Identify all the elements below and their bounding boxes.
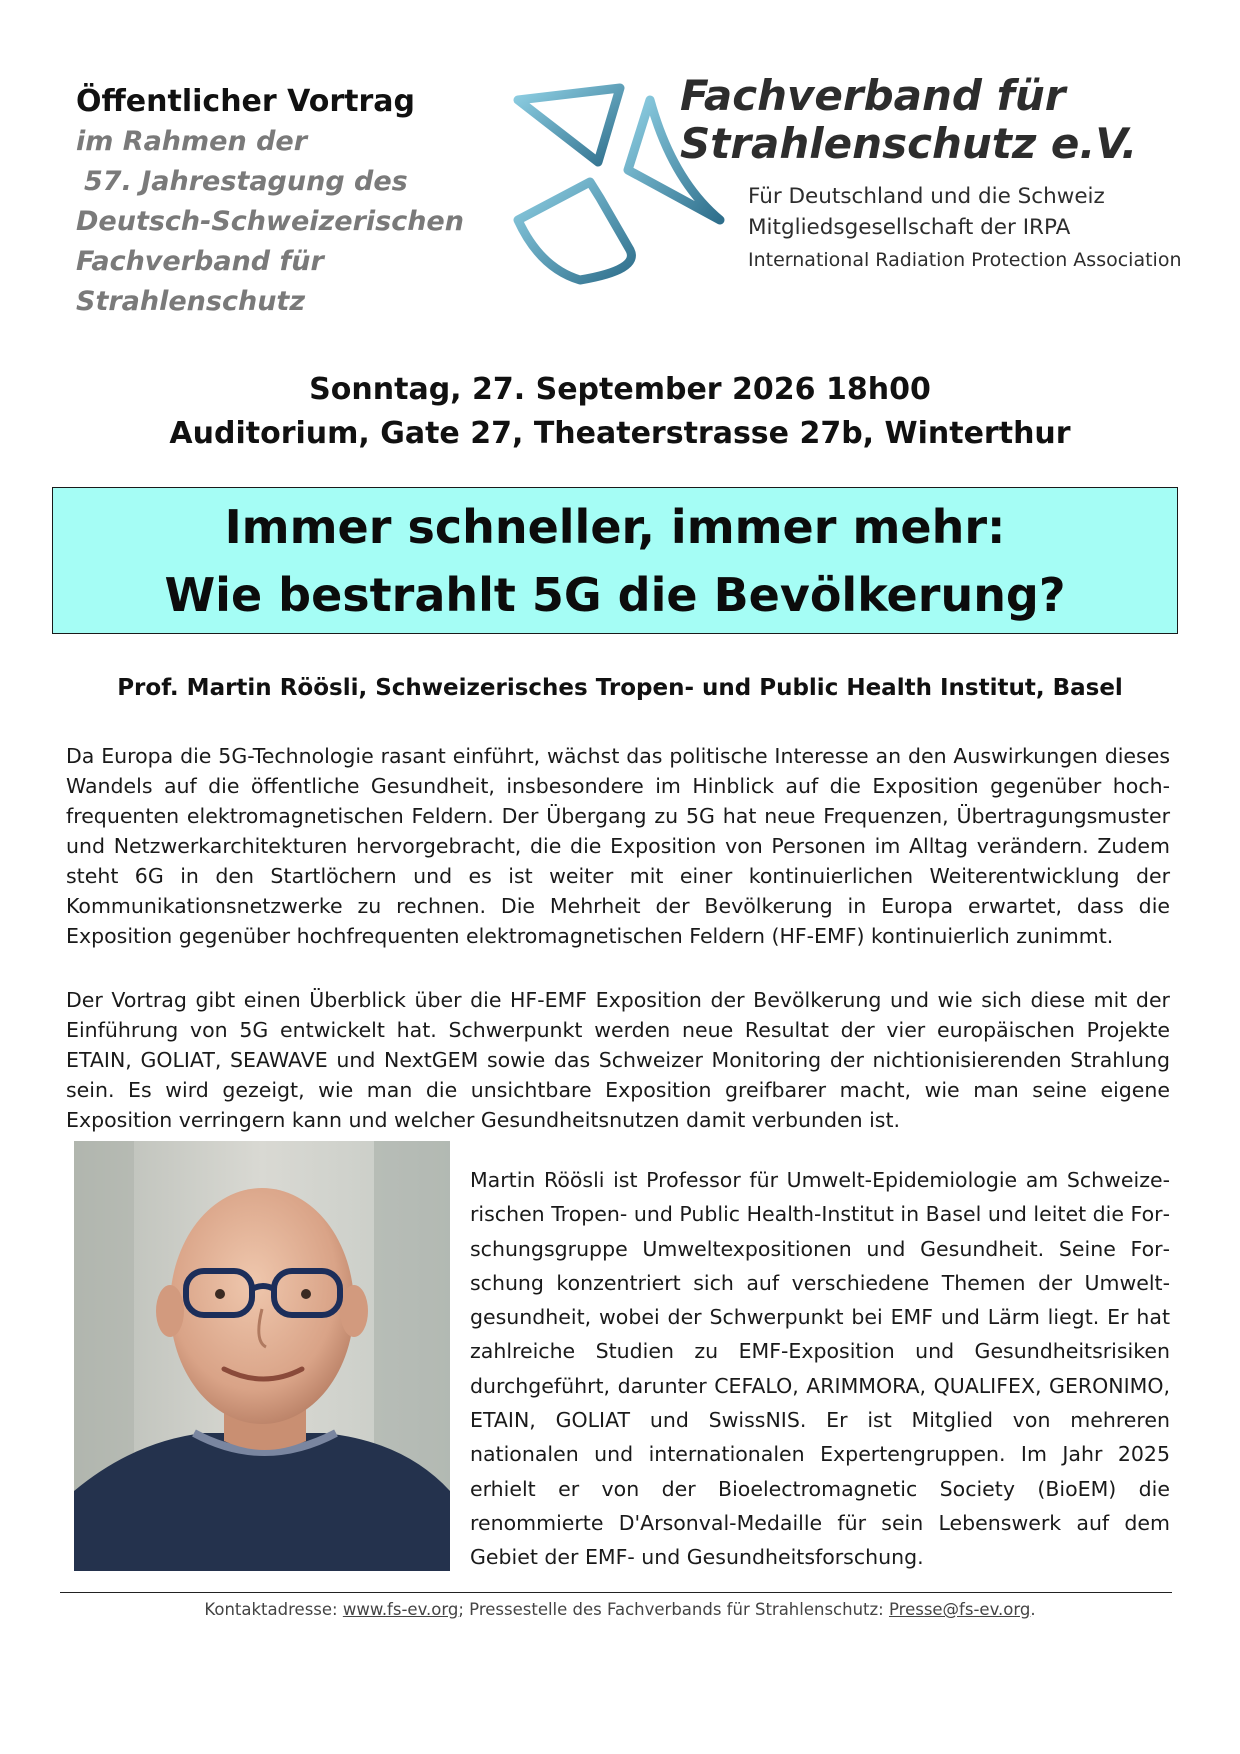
talk-title-line-2: Wie bestrahlt 5G die Bevölkerung? xyxy=(164,567,1066,622)
email-link[interactable]: Presse@fs-ev.org xyxy=(888,1600,1031,1619)
logo-tagline-1: Für Deutschland und die Schweiz xyxy=(748,184,1105,209)
intro-line: 57. Jahrestagung des xyxy=(84,166,408,197)
speaker-photo xyxy=(74,1141,450,1571)
website-link[interactable]: www.fs-ev.org xyxy=(342,1600,459,1619)
footer-contact xyxy=(0,1597,1240,1623)
logo-wordmark xyxy=(680,72,1200,168)
intro-title: Öffentlicher Vortrag xyxy=(76,84,415,119)
abstract-paragraph-1: Da Europa die 5G-Technologie rasant einführt, wächst das politische Interesse an den Auswirkungen dieses Wandels auf die öffentliche Gesundheit, insbesondere im Hinblick auf die Exposition gegenüber hochfrequenten elektromagnetischen Feldern. Der Übergang zu 5G hat neue Frequenzen, Übertragungsmuster und Netzwerkarchitekturen hervorgebracht, die die Exposition von Personen im Alltag verändern. Zudem steht 6G in den Startlöchern und es ist weiter mit einer kontinuierlichen Weiterentwicklung der Kommunikationsnetzwerke zu rechnen. Die Mehrheit der Bevölkerung in Europa erwartet, dass die Exposition gegenüber hochfrequenten elektromagnetischen Feldern (HF-EMF) kontinuierlich zunimmt. xyxy=(66,744,1170,948)
intro-line: Deutsch-Schweizerischen xyxy=(76,206,464,237)
intro-line: Strahlenschutz xyxy=(76,286,306,317)
event-intro xyxy=(76,82,476,322)
speaker-line: Prof. Martin Röösli, Schweizerisches Tropen- und Public Health Institut, Basel xyxy=(117,675,1123,701)
event-date: Sonntag, 27. September 2026 18h00 xyxy=(309,372,931,407)
intro-line: im Rahmen der xyxy=(76,126,308,157)
event-details xyxy=(0,368,1240,456)
logo-tagline-3: International Radiation Protection Association xyxy=(748,249,1182,271)
logo-name-line: Strahlenschutz e.V. xyxy=(680,119,1138,168)
logo-tagline-2: Mitgliedsgesellschaft der IRPA xyxy=(748,215,1071,240)
abstract-paragraph-2: Der Vortrag gibt einen Überblick über die HF-EMF Exposition der Bevölkerung und wie sich diese mit der Einführung von 5G entwickelt hat. Schwerpunkt werden neue Resultat der vier europäischen Projekte ETAIN, GOLIAT, SEAWAVE und NextGEM sowie das Schweizer Monitoring der nichtionisierenden Strahlung sein. Es wird gezeigt, wie man die unsichtbare Exposition greifbarer macht, wie man seine eigene Exposition verringern kann und welcher Gesundheitsnutzen damit verbunden ist. xyxy=(66,988,1170,1132)
logo-name-line: Fachverband für xyxy=(680,71,1066,120)
footer-middle: ; Pressestelle des Fachverbands für Strahlenschutz: xyxy=(458,1600,889,1619)
footer-divider xyxy=(60,1592,1172,1593)
talk-title-box xyxy=(52,487,1178,634)
event-location: Auditorium, Gate 27, Theaterstrasse 27b, Winterthur xyxy=(169,416,1071,451)
talk-title-line-1: Immer schneller, immer mehr: xyxy=(224,499,1006,554)
intro-line: Fachverband für xyxy=(76,246,324,277)
footer-suffix: . xyxy=(1030,1600,1036,1619)
speaker-bio: Martin Röösli ist Professor für Umwelt-Epidemiologie am Schweizerischen Tropen- und Public Health-Institut in Basel und leitet die Forschungsgruppe Umweltexpositionen und Gesundheit. Seine Forschung konzentriert sich auf verschiedene Themen der Umweltgesundheit, wobei der Schwerpunkt bei EMF und Lärm liegt. Er hat zahlreiche Studien zu EMF-Exposition und Gesundheitsrisiken durchgeführt, darunter CEFALO, ARIMMORA, QUALIFEX, GERONIMO, ETAIN, GOLIAT und SwissNIS. Er ist Mitglied von mehreren nationalen und internationalen Expertengruppen. Im Jahr 2025 erhielt er von der Bioelectromagnetic Society (BioEM) die renommierte D'Arsonval-Medaille für sein Lebenswerk auf dem Gebiet der EMF- und Gesundheitsforschung. xyxy=(470,1168,1170,1570)
footer-prefix: Kontaktadresse: xyxy=(204,1600,343,1619)
